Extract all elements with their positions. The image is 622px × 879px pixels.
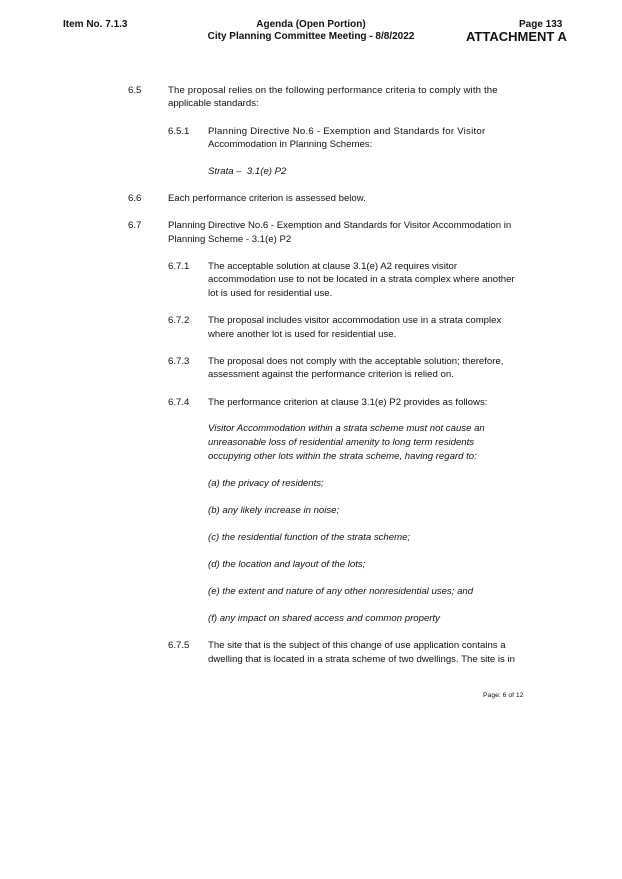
section-number: 6.7.1 (168, 261, 190, 272)
criterion-item: (d) the location and layout of the lots; (208, 559, 366, 570)
section-number: 6.6 (128, 193, 142, 204)
page-footer: Page: 6 of 12 (483, 692, 524, 699)
section-number: 6.7.3 (168, 356, 190, 367)
paragraph-line: The acceptable solution at clause 3.1(e) A2 requires visitor (208, 261, 458, 272)
quoted-criterion-line: occupying other lots within the strata scheme, having regard to: (208, 451, 477, 462)
meeting-title: City Planning Committee Meeting - 8/8/2022 (207, 31, 415, 42)
quoted-criterion-line: Visitor Accommodation within a strata scheme must not cause an (208, 423, 485, 434)
attachment-label: ATTACHMENT A (466, 29, 567, 44)
criterion-item: (b) any likely increase in noise; (208, 505, 340, 516)
paragraph-line: The proposal does not comply with the acceptable solution; therefore, (208, 356, 504, 367)
section-number: 6.5 (128, 85, 142, 96)
page-number: Page 133 (519, 19, 563, 30)
paragraph-line: Planning Directive No.6 - Exemption and Standards for Visitor Accommodation in (168, 220, 512, 231)
quoted-criterion-line: unreasonable loss of residential amenity to long term residents (208, 437, 475, 448)
section-number: 6.7.4 (168, 397, 190, 408)
paragraph-line: where another lot is used for residential use. (208, 329, 397, 340)
paragraph-line: Accommodation in Planning Schemes: (208, 139, 373, 150)
section-number: 6.5.1 (168, 126, 190, 137)
paragraph-line: lot is used for residential use. (208, 288, 333, 299)
paragraph-line: The site that is the subject of this change of use application contains a (208, 640, 506, 651)
item-number: Item No. 7.1.3 (63, 19, 128, 30)
paragraph-line: Planning Scheme - 3.1(e) P2 (168, 234, 292, 245)
paragraph-line: The performance criterion at clause 3.1(e) P2 provides as follows: (208, 397, 488, 408)
criterion-item: (a) the privacy of residents; (208, 478, 324, 489)
section-number: 6.7.2 (168, 315, 190, 326)
paragraph-line: Each performance criterion is assessed below. (168, 193, 366, 204)
paragraph-line: dwelling that is located in a strata scheme of two dwellings. The site is in (208, 654, 515, 665)
quoted-clause: Strata – 3.1(e) P2 (208, 166, 287, 177)
criterion-item: (c) the residential function of the strata scheme; (208, 532, 411, 543)
section-number: 6.7 (128, 220, 142, 231)
agenda-title: Agenda (Open Portion) (256, 19, 366, 30)
paragraph-line: applicable standards: (168, 98, 259, 109)
paragraph-line: assessment against the performance criterion is relied on. (208, 369, 454, 380)
criterion-item: (e) the extent and nature of any other nonresidential uses; and (208, 586, 474, 597)
paragraph-line: Planning Directive No.6 - Exemption and Standards for Visitor (208, 126, 486, 137)
paragraph-line: The proposal relies on the following performance criteria to comply with the (168, 85, 498, 96)
criterion-item: (f) any impact on shared access and common property (208, 613, 440, 624)
section-number: 6.7.5 (168, 640, 190, 651)
paragraph-line: accommodation use to not be located in a strata complex where another (208, 274, 515, 285)
paragraph-line: The proposal includes visitor accommodation use in a strata complex (208, 315, 502, 326)
